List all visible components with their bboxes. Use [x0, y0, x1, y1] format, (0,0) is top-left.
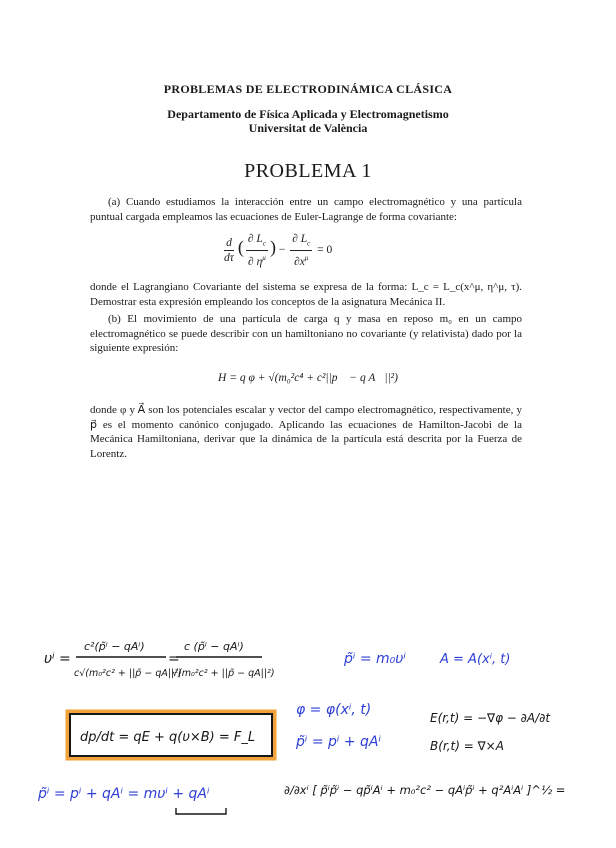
- dL-deta: $\frac{\partial L_c}{\partial \eta^\mu}$: [247, 233, 266, 269]
- underbrace: [176, 808, 226, 814]
- velocity-numerator-1: c²(p̃ⁱ − qAⁱ): [84, 640, 145, 653]
- velocity-denominator-2: √(m₀²c² + ||p̃ − qA||²): [172, 668, 275, 679]
- part-a-cont-text: donde el Lagrangiano Covariante del sistema se expresa de la forma: L_c = L_c(x^μ, η^μ, τ). Demostrar esta expresión empleando los conceptos de la asignatura Mecánica II.: [90, 281, 522, 308]
- part-b-statement: (b) El movimiento de una partícula de carga q y masa en reposo m₀ en un campo electromagnético se puede describir con un hamiltoniano no covariante (y relativista) dado por la siguiente expresión:: [90, 313, 522, 354]
- problem-title: PROBLEMA 1: [244, 160, 372, 182]
- velocity-denominator-1: c√(m₀²c² + ||p̃ − qA||²): [74, 668, 182, 679]
- canonical-momentum-bottom: p̃ⁱ = pⁱ + qAⁱ = mυⁱ + qAⁱ: [38, 786, 210, 802]
- potential-A: A = A(xⁱ, t): [440, 652, 511, 667]
- eq1-rhs: = 0: [317, 244, 333, 257]
- magnetic-field: B(r,t) = ∇×A: [430, 739, 504, 753]
- course-title: PROBLEMAS DE ELECTRODINÁMICA CLÁSICA: [163, 82, 453, 96]
- velocity-lhs: υⁱ =: [44, 651, 71, 667]
- momentum-blue: p̃ⁱ = m₀υⁱ: [344, 651, 406, 667]
- velocity-numerator-2: c (p̃ⁱ − qAⁱ): [184, 640, 244, 653]
- lorentz-force: dp/dt = qE + q(υ×B) = F_L: [80, 730, 256, 745]
- velocity-equals: =: [168, 651, 180, 667]
- derivative-expression: ∂/∂xⁱ [ p̃ⁱp̃ⁱ − qp̃ⁱAⁱ + m₀²c² − qAⁱp̃ⁱ + q²AⁱAⁱ ]^½ =: [284, 783, 566, 797]
- canonical-momentum-blue: p̃ⁱ = pⁱ + qAⁱ: [296, 734, 382, 750]
- euler-lagrange-equation: $\frac{d}{d\tau}$ ( $\frac{\partial L_c}{\partial \eta^\mu}$ ) − $\frac{\partial L_c}{\partial x^\mu}$ = 0: [224, 233, 333, 269]
- d-dtau: $\frac{d}{d\tau}$: [224, 237, 234, 265]
- electric-field: E(r,t) = −∇φ − ∂A/∂t: [430, 711, 551, 725]
- part-b-cont-text: donde φ y A⃗ son los potenciales escalar y vector del campo electromagnético, respectivamente, y p⃗ es el momento canónico conjugado. Aplicando las ecuaciones de Hamilton-Jacobi de la Mecánica Hamiltoniana, derivar que la dinámica de la partícula está descrita por la Fuerza de Lorentz.: [90, 404, 522, 460]
- university-name: Universitat de València: [248, 121, 368, 135]
- hamiltonian-equation: H = q φ + √(m₀²c⁴ + c²||p⃗ − q A⃗||²): [218, 372, 398, 384]
- dL-dx: $\frac{\partial L_c}{\partial x^\mu}$: [292, 233, 311, 269]
- potential-phi: φ = φ(xⁱ, t): [296, 702, 372, 718]
- part-a-statement: (a) Cuando estudiamos la interacción entre un campo electromagnético y una partícula puntual cargada empleamos las ecuaciones de Euler-Lagrange de forma covariante:: [90, 196, 522, 223]
- department-name: Departamento de Física Aplicada y Electromagnetismo: [167, 107, 449, 121]
